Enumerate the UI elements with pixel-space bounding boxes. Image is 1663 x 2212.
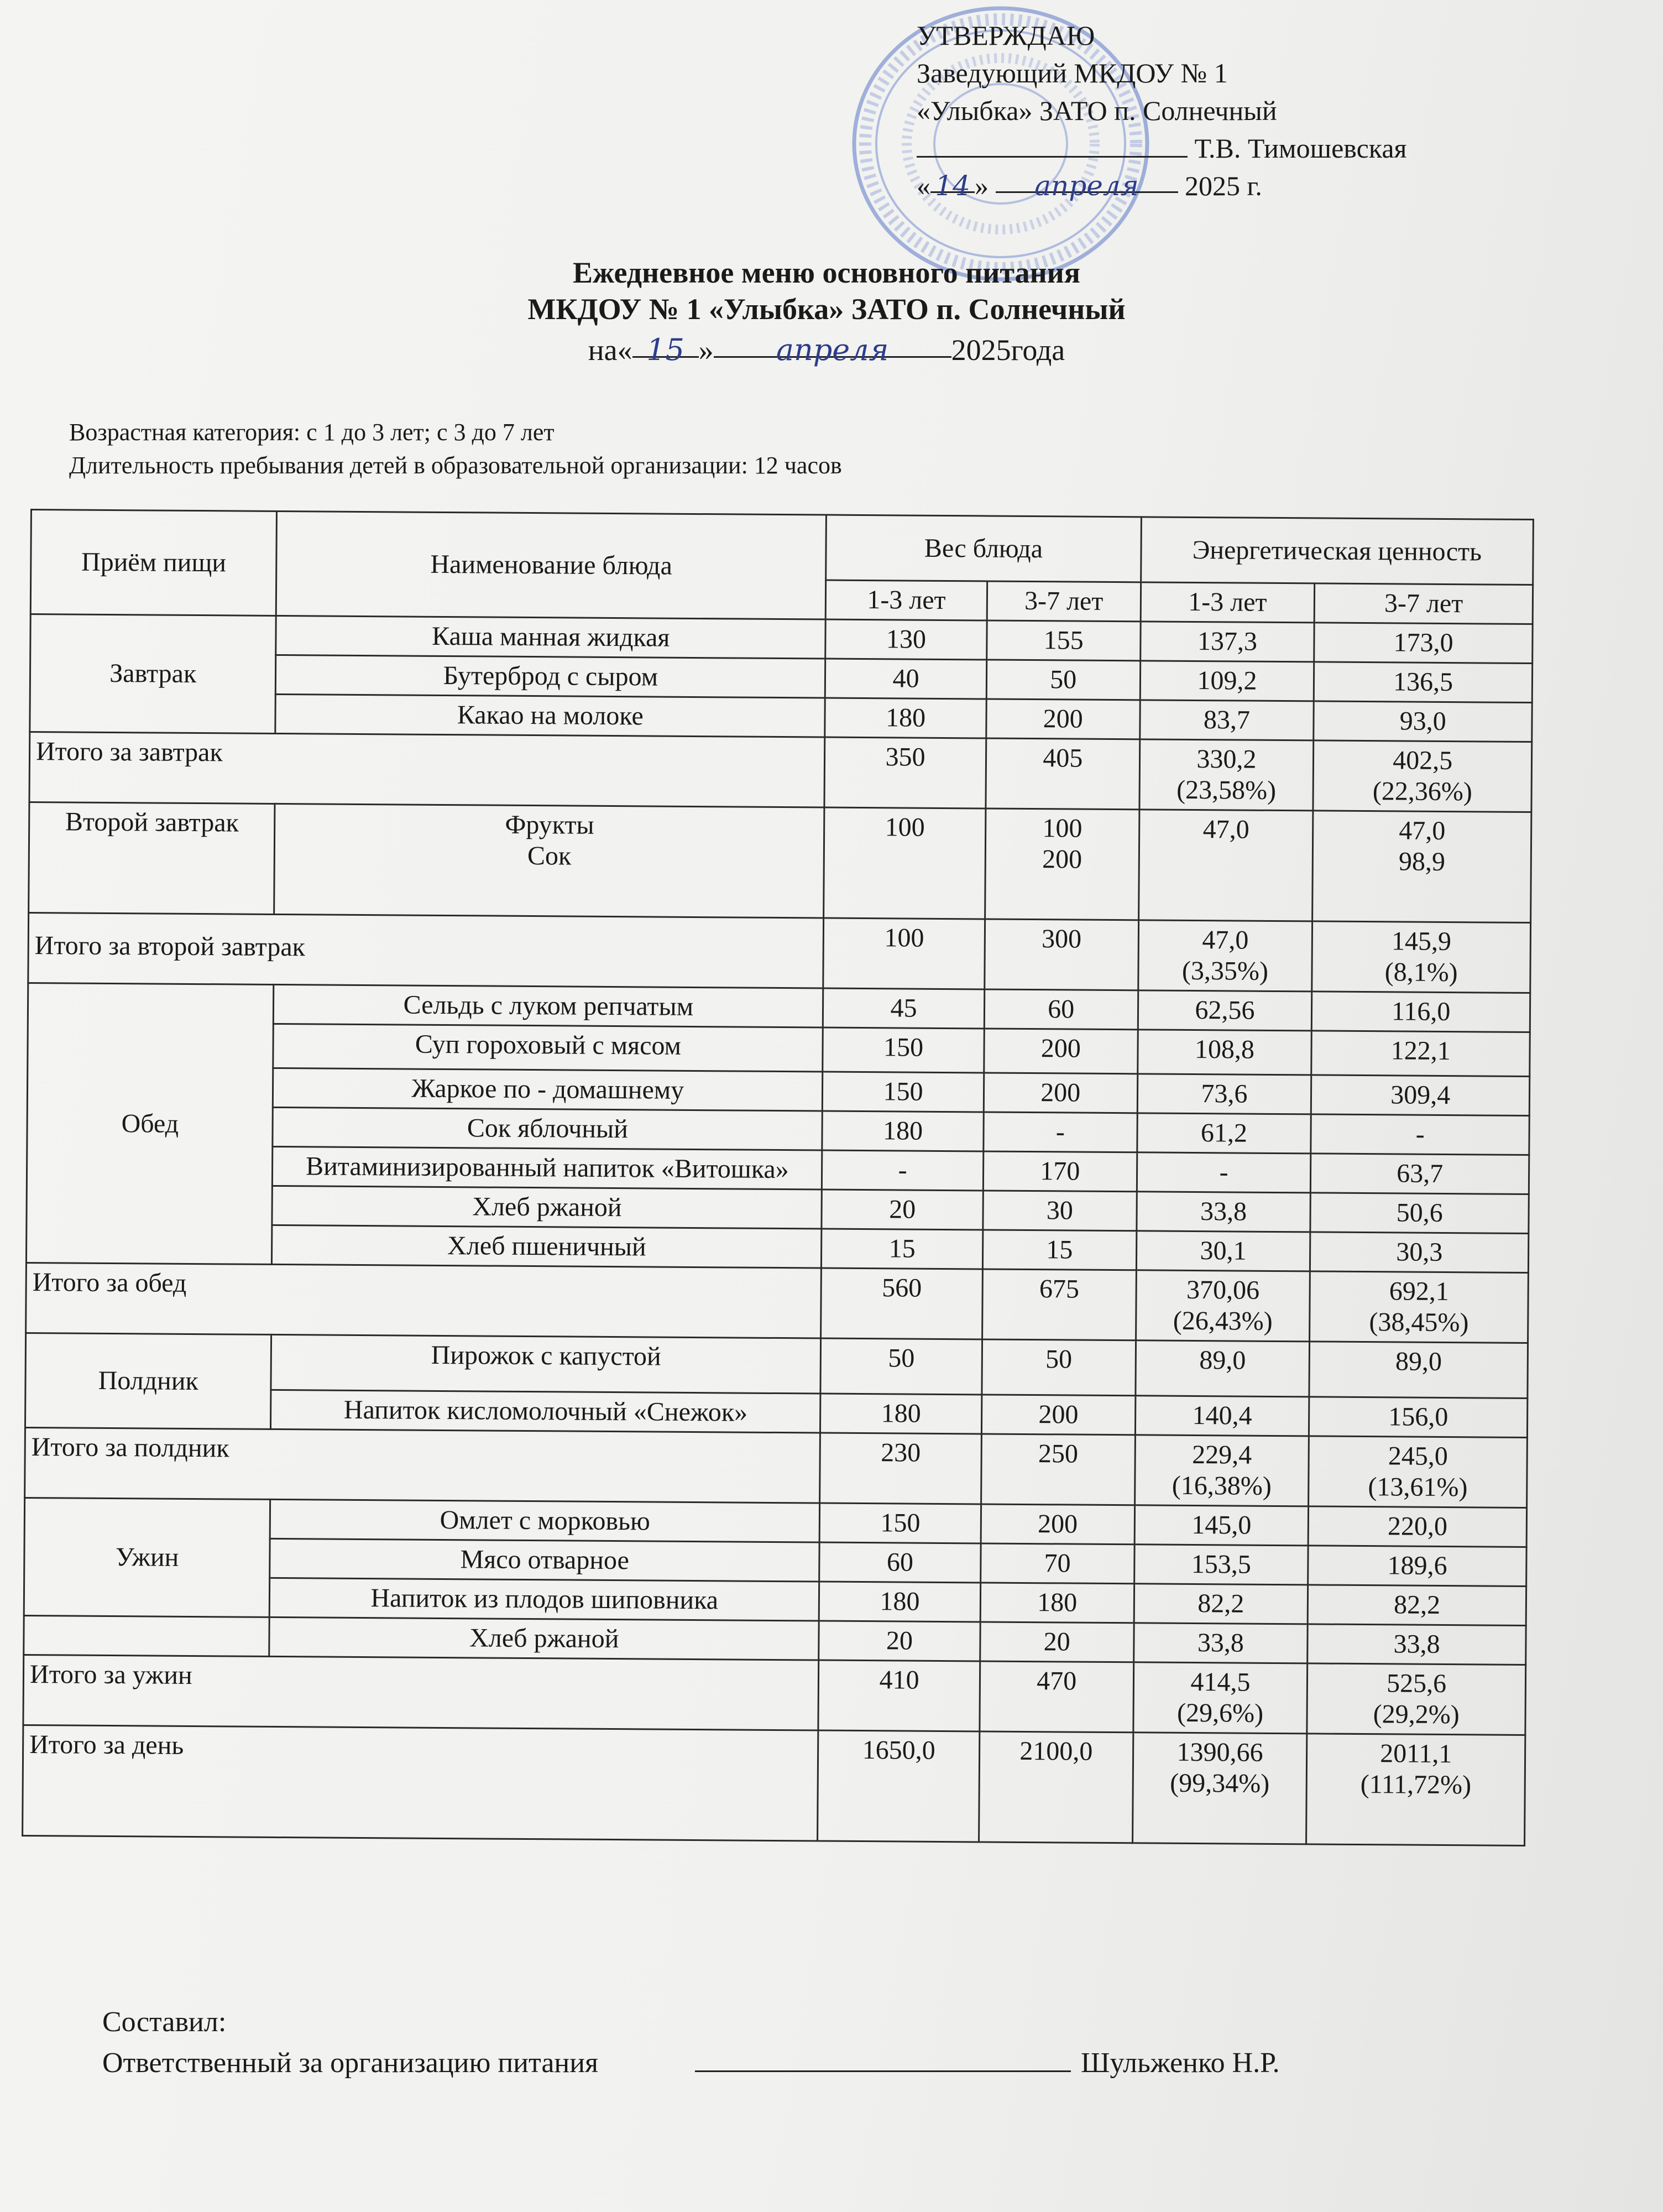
- meal-lunch: Обед: [26, 983, 274, 1264]
- weight-age1: 45: [823, 988, 985, 1029]
- weight-age2: 200: [986, 699, 1140, 739]
- total-label: Итого за день: [23, 1725, 819, 1841]
- energy-age1: 33,8: [1136, 1192, 1310, 1232]
- energy-age1: 140,4: [1135, 1396, 1309, 1436]
- approval-organization: «Улыбка» ЗАТО п. Солнечный: [917, 95, 1277, 126]
- approval-day: 14: [930, 167, 975, 193]
- energy-age1: 33,8: [1133, 1623, 1308, 1663]
- total-energy-age1: [1133, 1662, 1308, 1734]
- weight-age1: 100: [824, 807, 986, 919]
- total-weight-age1: 1650,0: [818, 1730, 980, 1842]
- energy-age2: 30,3: [1310, 1232, 1529, 1273]
- weight-age2: 30: [983, 1191, 1137, 1231]
- menu-day: 15: [632, 332, 699, 358]
- total-energy-age1: [1132, 1733, 1307, 1844]
- header-meal: Приём пищи: [30, 510, 277, 616]
- dish-name: Какао на молоке: [275, 694, 825, 737]
- weight-age2: 180: [980, 1583, 1134, 1623]
- total-energy-percent: (99,34%): [1170, 1768, 1270, 1798]
- menu-date: на« 15 » апреля 2025года: [588, 332, 1065, 367]
- weight-age2: -: [984, 1112, 1137, 1152]
- dish-name: [274, 804, 824, 918]
- total-energy-value: 525,6: [1386, 1668, 1447, 1699]
- energy-age2: 50,6: [1310, 1193, 1529, 1234]
- total-energy-percent: (26,43%): [1173, 1306, 1273, 1336]
- total-energy-age2: [1310, 1271, 1528, 1343]
- total-energy-age2: [1313, 740, 1531, 812]
- energy-age2: 189,6: [1308, 1546, 1526, 1587]
- weight-age1: 180: [820, 1394, 982, 1434]
- dish-name: Витаминизированный напиток «Витошка»: [273, 1146, 822, 1190]
- total-energy-age2: [1309, 1436, 1527, 1508]
- approval-year: 2025 г.: [1185, 170, 1262, 201]
- dish-name: Пирожок с капустой: [271, 1334, 820, 1394]
- total-weight-age2: 675: [982, 1269, 1136, 1340]
- total-energy-age2: [1312, 921, 1530, 993]
- weight-age2: 200: [981, 1504, 1134, 1545]
- total-energy-value: 2011,1: [1380, 1739, 1452, 1769]
- weight-age2: 20: [980, 1622, 1134, 1662]
- meal-breakfast: Завтрак: [30, 614, 276, 734]
- dish-name: Хлеб ржаной: [272, 1186, 822, 1229]
- total-energy-value: 229,4: [1191, 1439, 1252, 1470]
- energy-age1: 62,56: [1138, 990, 1312, 1031]
- dish-name: Напиток кисломолочный «Снежок»: [271, 1390, 820, 1433]
- menu-month: апреля: [714, 332, 951, 358]
- weight-age1: 60: [819, 1542, 981, 1583]
- energy-age1: 109,2: [1140, 661, 1314, 701]
- weight-age2: 170: [983, 1151, 1137, 1192]
- weight-age1: 180: [825, 698, 986, 738]
- total-energy-age2: [1306, 1734, 1525, 1846]
- weight-age1: -: [822, 1150, 984, 1191]
- total-energy-age1: [1139, 739, 1314, 811]
- dish-name: Сельдь с луком репчатым: [274, 984, 823, 1027]
- header-energy-age1: 1-3 лет: [1141, 582, 1315, 623]
- total-weight-age1: 100: [823, 918, 985, 989]
- energy-age2: 82,2: [1308, 1585, 1526, 1626]
- approval-block: [917, 17, 1525, 205]
- meal-second-breakfast: Второй завтрак: [29, 802, 275, 914]
- dish-juice: Сок: [527, 841, 572, 871]
- energy-age2: 220,0: [1308, 1506, 1526, 1547]
- total-row-dinner: [23, 1655, 1526, 1735]
- energy-age1: 47,0: [1138, 810, 1313, 921]
- weight-age1: 180: [819, 1582, 980, 1622]
- header-weight-age1: 1-3 лет: [825, 580, 987, 620]
- title-line-2: МКДОУ № 1 «Улыбка» ЗАТО п. Солнечный: [527, 293, 1126, 326]
- responsible-line: [102, 2043, 1280, 2084]
- energy-age1: 61,2: [1137, 1113, 1311, 1154]
- weight-age2: 200: [984, 1029, 1138, 1074]
- total-label: Итого за обед: [26, 1262, 822, 1338]
- weight-fruit: 100: [1042, 813, 1082, 843]
- total-energy-percent: (3,35%): [1181, 956, 1269, 986]
- total-weight-age2: 300: [985, 919, 1139, 990]
- energy-age2: 122,1: [1311, 1031, 1530, 1077]
- date-prefix: на«: [588, 333, 632, 367]
- total-row-breakfast: [29, 732, 1532, 812]
- energy-age1: 137,3: [1140, 622, 1314, 662]
- total-energy-value: 692,1: [1389, 1276, 1450, 1307]
- energy-age2: 89,0: [1309, 1342, 1528, 1399]
- total-label: Итого за полдник: [25, 1427, 820, 1503]
- total-energy-value: 145,9: [1391, 926, 1452, 957]
- dish-name: Каша манная жидкая: [276, 615, 825, 659]
- total-weight-age2: 470: [980, 1661, 1134, 1733]
- total-row-day: [23, 1725, 1525, 1845]
- energy-juice: 98,9: [1398, 847, 1446, 877]
- weight-age2: 15: [982, 1230, 1136, 1270]
- total-label: Итого за второй завтрак: [28, 912, 824, 988]
- total-energy-percent: (16,38%): [1172, 1470, 1272, 1501]
- header-weight: Вес блюда: [826, 515, 1141, 582]
- weight-age2: 200: [984, 1073, 1137, 1113]
- total-row-snack: [25, 1427, 1528, 1507]
- menu-meta: [69, 416, 842, 482]
- dish-name: Напиток из плодов шиповника: [270, 1578, 819, 1621]
- signature-block: [102, 2002, 1280, 2084]
- energy-age1: 83,7: [1139, 700, 1314, 740]
- approval-heading: УТВЕРЖДАЮ: [917, 20, 1095, 51]
- meal-empty-cell: [24, 1615, 270, 1656]
- weight-age1: 150: [819, 1503, 981, 1543]
- responsible-name: Шульженко Н.Р.: [1081, 2047, 1280, 2079]
- composed-label: Составил:: [102, 2006, 227, 2038]
- weight-age1: 180: [822, 1111, 984, 1151]
- weight-age1: 130: [825, 619, 987, 660]
- total-energy-percent: (111,72%): [1360, 1770, 1472, 1800]
- approval-signature-line: [917, 129, 1525, 167]
- menu-year: 2025года: [951, 333, 1065, 367]
- total-row-second-breakfast: [28, 912, 1531, 993]
- weight-age2: 60: [984, 989, 1138, 1030]
- title-line-1: Ежедневное меню основного питания: [572, 256, 1081, 289]
- energy-age2: 136,5: [1314, 662, 1533, 703]
- total-weight-age1: 410: [818, 1660, 980, 1731]
- header-energy: Энергетическая ценность: [1141, 517, 1533, 585]
- approval-position: Заведующий МКДОУ № 1: [917, 58, 1228, 88]
- total-energy-value: 414,5: [1190, 1667, 1251, 1697]
- energy-age2: 116,0: [1312, 992, 1530, 1032]
- age-category: Возрастная категория: с 1 до 3 лет; с 3 до 7 лет: [69, 419, 555, 446]
- energy-age2: 33,8: [1308, 1624, 1526, 1665]
- total-weight-age1: 560: [821, 1268, 983, 1339]
- total-energy-value: 402,5: [1393, 745, 1453, 776]
- header-dish: Наименование блюда: [276, 511, 827, 619]
- energy-age1: 89,0: [1136, 1340, 1310, 1397]
- energy-age1: 73,6: [1137, 1074, 1311, 1114]
- header-energy-age2: 3-7 лет: [1315, 583, 1533, 624]
- weight-age2: 50: [982, 1339, 1136, 1396]
- weight-age2: 200: [981, 1395, 1135, 1435]
- total-weight-age1: 230: [820, 1433, 982, 1504]
- total-energy-age1: [1138, 920, 1312, 992]
- dish-name: Хлеб пшеничный: [272, 1225, 822, 1268]
- weight-juice: 200: [1042, 844, 1082, 874]
- signature-blank: [917, 132, 1188, 158]
- dish-name: Сок яблочный: [273, 1107, 822, 1150]
- energy-age1: 153,5: [1134, 1545, 1308, 1585]
- approval-date-line: « 14 » апреля 2025 г.: [917, 167, 1525, 205]
- responsible-role: Ответственный за организацию питания: [102, 2047, 598, 2079]
- total-energy-percent: (22,36%): [1372, 776, 1472, 807]
- energy-age1: 108,8: [1137, 1030, 1311, 1075]
- energy-age2: 63,7: [1311, 1154, 1529, 1194]
- weight-age2: [985, 808, 1139, 920]
- weight-age1: 15: [822, 1229, 983, 1269]
- weight-age2: 155: [987, 620, 1141, 661]
- table-row: [29, 802, 1531, 922]
- signature-blank: [695, 2046, 1071, 2072]
- table-row: [25, 1333, 1528, 1398]
- total-energy-value: 370,06: [1186, 1275, 1260, 1305]
- dish-name: Хлеб ржаной: [269, 1617, 819, 1660]
- total-energy-age2: [1307, 1663, 1525, 1735]
- weight-age2: 70: [981, 1543, 1134, 1584]
- weight-age1: 50: [820, 1338, 982, 1395]
- energy-age2: 93,0: [1314, 701, 1532, 742]
- total-label: Итого за ужин: [23, 1655, 819, 1730]
- energy-age2: -: [1311, 1114, 1529, 1155]
- total-label: Итого за завтрак: [29, 732, 825, 808]
- approval-director: Т.В. Тимошевская: [1194, 133, 1407, 164]
- total-energy-age1: [1136, 1270, 1310, 1342]
- energy-age1: 145,0: [1134, 1505, 1309, 1546]
- weight-age1: 20: [822, 1190, 983, 1230]
- total-weight-age2: 405: [986, 738, 1140, 810]
- dish-name: Мясо отварное: [270, 1538, 819, 1582]
- approval-month: апреля: [996, 167, 1178, 193]
- weight-age1: 40: [825, 659, 986, 699]
- energy-fruit: 47,0: [1399, 816, 1446, 846]
- energy-age2: 173,0: [1314, 623, 1533, 664]
- total-energy-age1: [1134, 1435, 1309, 1506]
- total-energy-percent: (13,61%): [1368, 1472, 1468, 1503]
- dish-name: Омлет с морковью: [270, 1499, 820, 1542]
- total-energy-value: 330,2: [1196, 744, 1257, 774]
- energy-age2: [1312, 811, 1531, 923]
- energy-age1: -: [1137, 1152, 1311, 1193]
- total-weight-age2: 2100,0: [979, 1731, 1133, 1843]
- total-energy-percent: (23,58%): [1176, 775, 1277, 805]
- document-title: [0, 254, 1653, 327]
- total-weight-age2: 250: [981, 1434, 1136, 1505]
- dish-name: Суп гороховый с мясом: [273, 1024, 823, 1072]
- weight-age1: 150: [823, 1027, 984, 1073]
- total-energy-percent: (29,6%): [1176, 1698, 1264, 1728]
- energy-age2: 309,4: [1311, 1075, 1530, 1116]
- total-energy-percent: (38,45%): [1369, 1307, 1469, 1338]
- energy-age1: 82,2: [1134, 1584, 1308, 1624]
- total-energy-value: 1390,66: [1176, 1737, 1263, 1767]
- total-row-lunch: [26, 1262, 1529, 1343]
- energy-age1: 30,1: [1136, 1231, 1310, 1271]
- stay-duration: Длительность пребывания детей в образовательной организации: 12 часов: [69, 452, 842, 479]
- total-energy-value: 245,0: [1388, 1441, 1448, 1472]
- weight-age1: 20: [819, 1621, 980, 1661]
- weight-age2: 50: [986, 660, 1140, 700]
- header-weight-age2: 3-7 лет: [987, 581, 1141, 622]
- menu-table: [22, 509, 1534, 1846]
- meal-snack: Полдник: [25, 1333, 271, 1429]
- energy-age2: 156,0: [1309, 1397, 1528, 1438]
- total-energy-value: 47,0: [1202, 925, 1249, 955]
- meal-dinner: Ужин: [24, 1498, 270, 1617]
- dish-name: Жаркое по - домашнему: [273, 1068, 823, 1111]
- weight-age1: 150: [823, 1072, 984, 1112]
- dish-name: Бутерброд с сыром: [276, 655, 825, 698]
- total-energy-percent: (8,1%): [1384, 957, 1458, 988]
- total-weight-age1: 350: [824, 737, 986, 808]
- dish-fruit: Фрукты: [505, 810, 594, 840]
- total-energy-percent: (29,2%): [1373, 1699, 1460, 1730]
